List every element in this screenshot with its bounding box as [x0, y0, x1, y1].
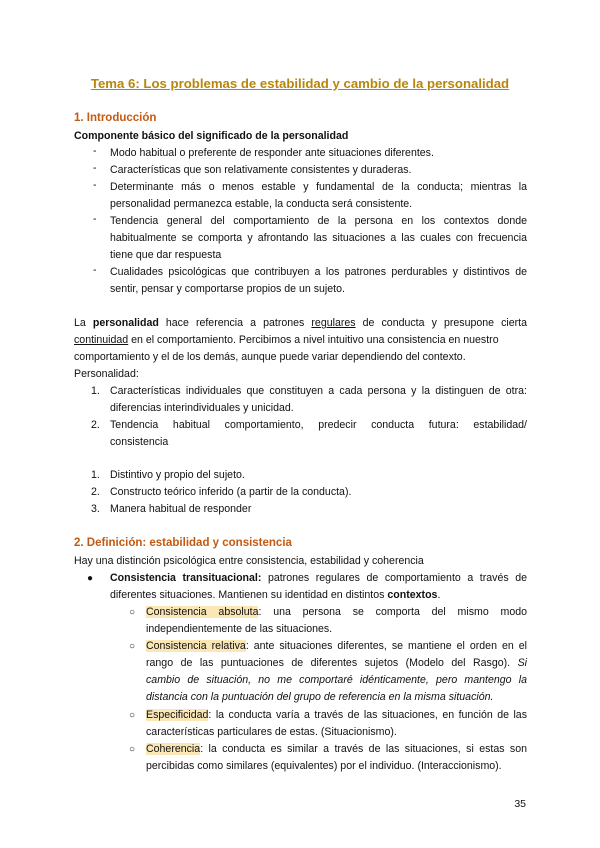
- page-number: 35: [514, 798, 526, 810]
- bullet-text: Determinante más o menos estable y fundamental de la conducta; mientras la: [110, 181, 527, 193]
- sub-bullet-text: rango de las puntuaciones de diferentes sujetos (Modelo del Rasgo). Si: [146, 657, 527, 669]
- bullet-text: tiene que dar respuesta: [110, 249, 222, 261]
- list-number: 3.: [91, 503, 100, 515]
- sub-bullet-text: características particulares de estas. (Situacionismo).: [146, 726, 397, 738]
- sub-bullet-circle: ○: [129, 607, 136, 618]
- sub-bullet-text: percibidas como similares (equivalentes) por el individuo. (Interaccionismo).: [146, 760, 502, 772]
- bullet-text: Consistencia transituacional: patrones regulares de comportamiento a través de: [110, 572, 527, 584]
- list-number: 1.: [91, 469, 100, 481]
- section-heading-introduccion: 1. Introducción: [74, 112, 157, 124]
- bullet-text: Modo habitual o preferente de responder ante situaciones diferentes.: [110, 147, 434, 159]
- paragraph-line: La personalidad hace referencia a patrones regulares de conducta y presupone cierta: [74, 317, 528, 329]
- sub-bullet-circle: ○: [129, 710, 136, 721]
- bullet-text: personalidad permanezca estable, la conducta será consistente.: [110, 198, 413, 210]
- bullet-dash: -: [93, 145, 97, 157]
- paragraph-line: continuidad en el comportamiento. Percibimos a nivel intuitivo una consistencia en nuestro: [74, 334, 499, 346]
- sub-bullet-text: Especificidad: la conducta varía a través de las situaciones, en función de las: [146, 709, 527, 721]
- list-number: 1.: [91, 385, 100, 397]
- sub-bullet-text: independientemente de las situaciones.: [146, 623, 333, 635]
- bullet-dash: -: [93, 264, 97, 276]
- sub-bullet-circle: ○: [129, 744, 136, 755]
- section-heading-definicion: 2. Definición: estabilidad y consistencia: [74, 537, 292, 549]
- sub-bullet-text: Coherencia: la conducta es similar a través de las situaciones, si estas son: [146, 743, 527, 755]
- list-item-text: Manera habitual de responder: [110, 503, 252, 515]
- paragraph-line: comportamiento y el de los demás, aunque puede variar dependiendo del contexto.: [74, 351, 466, 363]
- bullet-dash: -: [93, 179, 97, 191]
- list-item-text: consistencia: [110, 436, 169, 448]
- list-item-text: diferencias interindividuales y unicidad.: [110, 402, 294, 414]
- list-item-text: Tendencia habitual comportamiento, predecir conducta futura: estabilidad/: [110, 419, 527, 431]
- paragraph-line: Personalidad:: [74, 368, 139, 380]
- list-item-text: Constructo teórico inferido (a partir de la conducta).: [110, 486, 352, 498]
- bullet-text: Características que son relativamente consistentes y duraderas.: [110, 164, 412, 176]
- list-item-text: Características individuales que constituyen a cada persona y la distinguen de otra:: [110, 385, 527, 397]
- list-number: 2.: [91, 419, 100, 431]
- paragraph-line: Hay una distinción psicológica entre consistencia, estabilidad y coherencia: [74, 555, 424, 567]
- sub-bullet-text: distancia con la puntuación del grupo de referencia en la misma situación.: [146, 691, 494, 703]
- bullet-text: Tendencia general del comportamiento de la persona en los contextos donde: [110, 215, 527, 227]
- bullet-text: Cualidades psicológicas que contribuyen a los patrones perdurables y distintivos de: [110, 266, 527, 278]
- sub-bullet-text: Consistencia relativa: ante situaciones diferentes, se mantiene el orden en el: [146, 640, 528, 652]
- sub-bullet-circle: ○: [129, 641, 136, 652]
- sub-bullet-text: cambio de situación, no me comportaré idénticamente, pero mantengo la: [146, 674, 527, 686]
- list-item-text: Distintivo y propio del sujeto.: [110, 469, 245, 481]
- sub-bullet-text: Consistencia absoluta: una persona se comporta del mismo modo: [146, 606, 527, 618]
- bullet-dash: -: [93, 213, 97, 225]
- bullet-text: habitualmente se comporta y afrontando las situaciones a las cuales con frecuencia: [110, 232, 527, 244]
- bullet-text: diferentes situaciones. Mantienen su identidad en distintos contextos.: [110, 589, 441, 601]
- bullet-dot: ●: [87, 573, 94, 584]
- subheading: Componente básico del significado de la personalidad: [74, 130, 349, 142]
- bullet-dash: -: [93, 162, 97, 174]
- page-title: Tema 6: Los problemas de estabilidad y cambio de la personalidad: [90, 76, 510, 91]
- list-number: 2.: [91, 486, 100, 498]
- bullet-text: sentir, pensar y comportarse propios de un sujeto.: [110, 283, 345, 295]
